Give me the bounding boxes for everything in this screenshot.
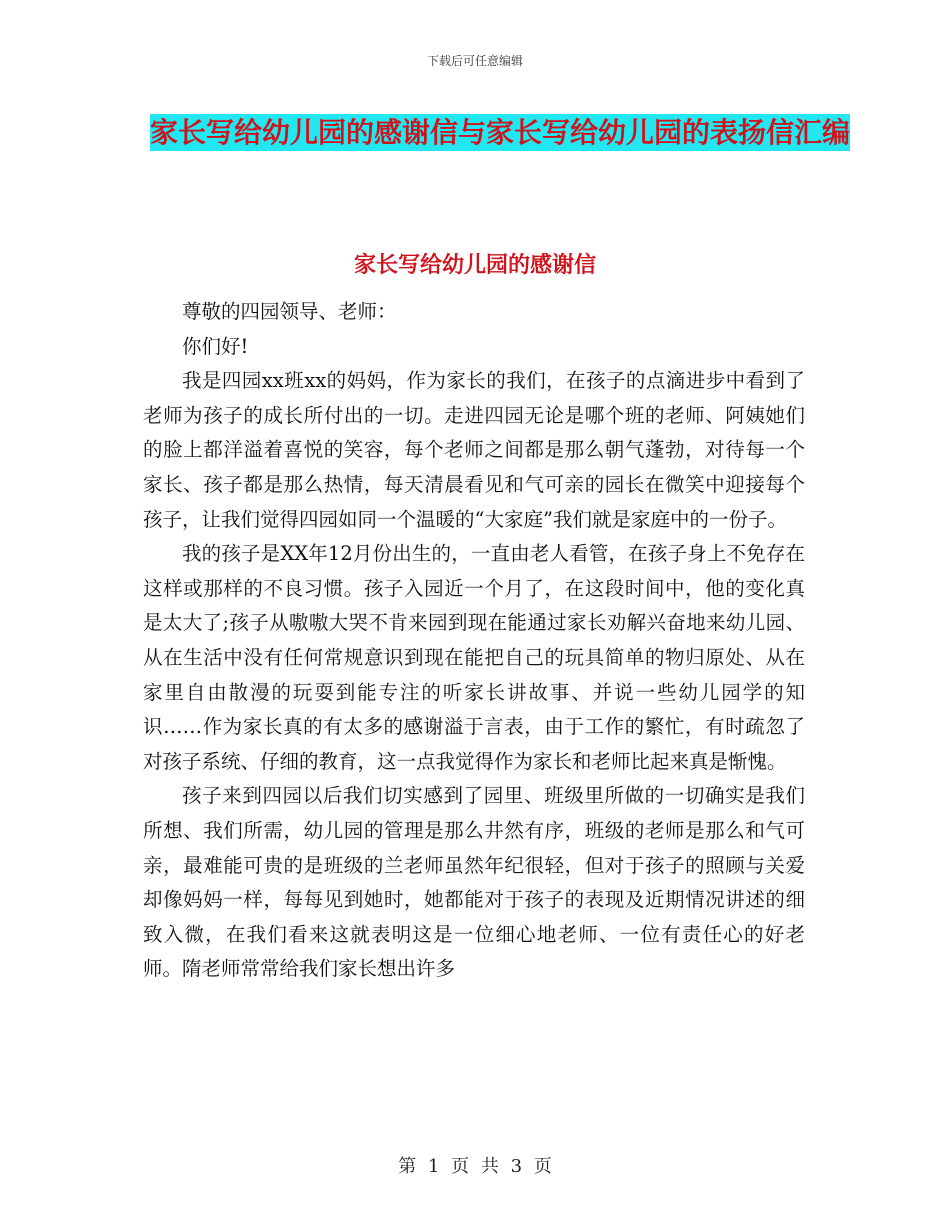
header-note: 下载后可任意编辑 [426,54,523,68]
body-paragraph: 我是四园xx班xx的妈妈，作为家长的我们，在孩子的点滴进步中看到了老师为孩子的成长所付出的一切。走进四园无论是哪个班的老师、阿姨她们的脸上都洋溢着喜悦的笑容，每个老师之间都是那么朝气蓬勃，对待每一个家长、孩子都是那么热情，每天清晨看见和气可亲的园长在微笑中迎接每个孩子，让我们觉得四园如同一个温暖的“大家庭”我们就是家庭中的一份子。 [143,369,805,531]
page-number: 第 1 页 共 3 页 [398,1156,552,1177]
document-title [140,110,860,156]
body-paragraph: 我的孩子是XX年12月份出生的，一直由老人看管，在孩子身上不免存在这样或那样的不良习惯。孩子入园近一个月了，在这段时间中，他的变化真是太大了;孩子从嗷嗷大哭不肯来园到现在能通过家长劝解兴奋地来幼儿园、从在生活中没有任何常规意识到现在能把自己的玩具简单的物归原处、从在家里自由散漫的玩耍到能专注的听家长讲故事、并说一些幼儿园学的知识……作为家长真的有太多的感谢溢于言表，由于工作的繁忙，有时疏忽了对孩子系统、仔细的教育，这一点我觉得作为家长和老师比起来真是惭愧。 [143,542,805,773]
greeting: 你们好! [182,334,249,358]
section-title: 家长写给幼儿园的感谢信 [353,253,596,278]
body-paragraph: 孩子来到四园以后我们切实感到了园里、班级里所做的一切确实是我们所想、我们所需，幼儿园的管理是那么井然有序，班级的老师是那么和气可亲，最难能可贵的是班级的兰老师虽然年纪很轻，但对于孩子的照顾与关爱却像妈妈一样，每每见到她时，她都能对于孩子的表现及近期情况讲述的细致入微，在我们看来这就表明这是一位细心地老师、一位有责任心的好老师。隋老师常常给我们家长想出许多 [143,784,805,981]
salutation: 尊敬的四园领导、老师： [182,300,397,323]
document-title-text: 家长写给幼儿园的感谢信与家长写给幼儿园的表扬信汇编 [149,116,850,149]
letter-body [143,295,805,987]
